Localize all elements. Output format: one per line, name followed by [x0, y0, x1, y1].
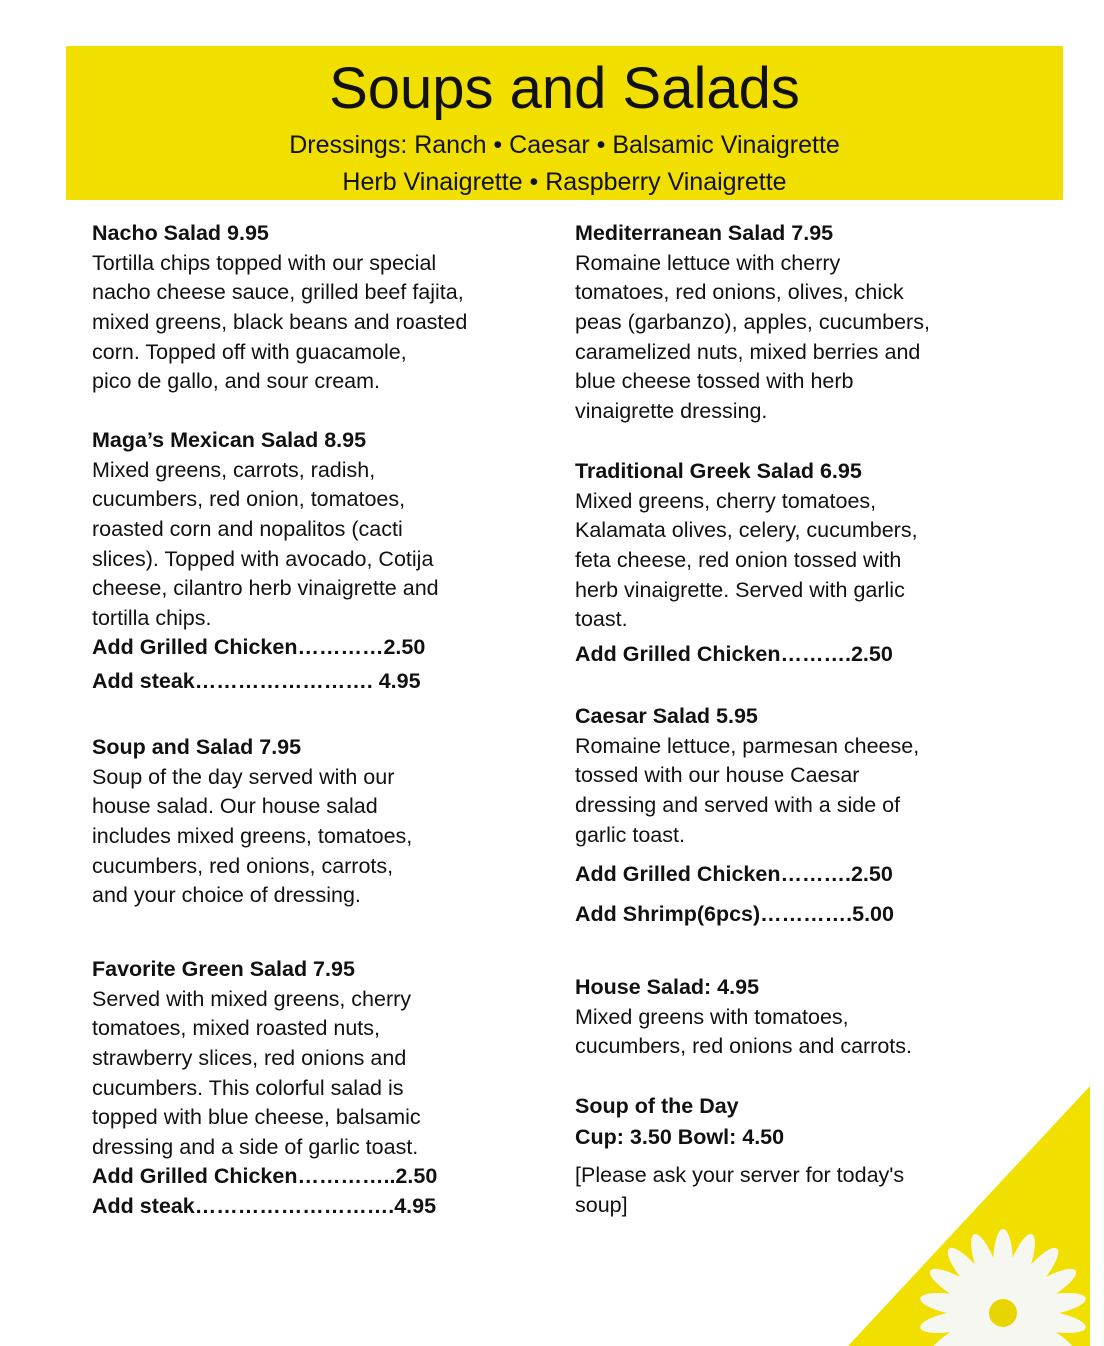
item-heading: House Salad: 4.95	[575, 975, 760, 999]
add-on-price: Add Grilled Chicken…………..2.50	[92, 1164, 438, 1188]
menu-item	[92, 219, 467, 397]
item-description-line: roasted corn and nopalitos (cacti	[92, 517, 403, 542]
item-description-line: tortilla chips.	[92, 606, 212, 631]
item-description-line: topped with blue cheese, balsamic	[92, 1105, 421, 1130]
item-description-line: Mixed greens with tomatoes,	[575, 1004, 849, 1029]
item-heading: Nacho Salad 9.95	[92, 221, 269, 245]
item-description-line: herb vinaigrette. Served with garlic	[575, 577, 905, 602]
item-heading: Traditional Greek Salad 6.95	[575, 459, 862, 483]
menu-item	[575, 973, 912, 1062]
item-description-line: caramelized nuts, mixed berries and	[575, 339, 921, 364]
item-description-line: garlic toast.	[575, 822, 685, 847]
item-description-line: strawberry slices, red onions and	[92, 1046, 407, 1071]
menu-item	[575, 457, 918, 635]
add-on-price: Add steak……………………. 4.95	[92, 669, 421, 693]
add-on-price: Add Grilled Chicken……….2.50	[575, 862, 893, 886]
note-line: [Please ask your server for today's	[575, 1163, 905, 1187]
item-description-line: tomatoes, red onions, olives, chick	[575, 280, 904, 305]
item-heading: Caesar Salad 5.95	[575, 704, 758, 728]
item-description-line: Mixed greens, cherry tomatoes,	[575, 488, 877, 513]
item-description-line: tossed with our house Caesar	[575, 763, 860, 788]
item-description-line: toast.	[575, 607, 628, 632]
menu-item	[575, 1092, 739, 1122]
item-description-line: mixed greens, black beans and roasted	[92, 310, 468, 335]
item-heading: Favorite Green Salad 7.95	[92, 957, 355, 981]
item-heading: Soup of the Day	[575, 1094, 739, 1118]
item-description-line: includes mixed greens, tomatoes,	[92, 824, 413, 849]
item-description-line: Soup of the day served with our	[92, 764, 395, 789]
item-description-line: Tortilla chips topped with our special	[92, 250, 437, 275]
item-description-line: vinaigrette dressing.	[575, 399, 768, 424]
add-on-price: Add steak……………………….4.95	[92, 1194, 437, 1218]
page-title: Soups and Salads	[329, 56, 800, 121]
item-description-line: Romaine lettuce with cherry	[575, 250, 841, 275]
add-on-price: Add Grilled Chicken……….2.50	[575, 642, 893, 666]
item-description-line: cucumbers. This colorful salad is	[92, 1075, 404, 1100]
menu-item	[575, 702, 919, 850]
add-on-price: Cup: 3.50 Bowl: 4.50	[575, 1125, 785, 1149]
menu-item	[92, 733, 412, 911]
item-description-line: pico de gallo, and sour cream.	[92, 369, 381, 394]
item-description-line: feta cheese, red onion tossed with	[575, 548, 902, 573]
add-on-price: Add Grilled Chicken…………2.50	[92, 635, 426, 659]
note-line: soup]	[575, 1192, 628, 1217]
item-description-line: house salad. Our house salad	[92, 794, 378, 819]
item-description-line: tomatoes, mixed roasted nuts,	[92, 1016, 381, 1041]
item-description-line: and your choice of dressing.	[92, 883, 361, 908]
item-heading: Mediterranean Salad 7.95	[575, 221, 834, 245]
item-description-line: cucumbers, red onions, carrots,	[92, 853, 394, 878]
dressings-line-1: Dressings: Ranch • Caesar • Balsamic Vinaigrette	[289, 131, 840, 159]
item-description-line: nacho cheese sauce, grilled beef fajita,	[92, 280, 464, 305]
item-description-line: Served with mixed greens, cherry	[92, 986, 412, 1011]
item-description-line: Romaine lettuce, parmesan cheese,	[575, 733, 920, 758]
item-description-line: dressing and served with a side of	[575, 793, 901, 818]
menu-item	[92, 426, 439, 634]
item-description-line: dressing and a side of garlic toast.	[92, 1135, 419, 1160]
item-description-line: corn. Topped off with guacamole,	[92, 339, 407, 364]
soup-note	[575, 1161, 904, 1220]
menu-item	[575, 219, 930, 427]
item-description-line: Kalamata olives, celery, cucumbers,	[575, 518, 918, 543]
item-heading: Maga’s Mexican Salad 8.95	[92, 428, 367, 452]
item-description-line: peas (garbanzo), apples, cucumbers,	[575, 310, 930, 335]
add-on-price: Add Shrimp(6pcs)………….5.00	[575, 902, 894, 926]
dressings-line-2: Herb Vinaigrette • Raspberry Vinaigrette	[342, 168, 787, 196]
menu-item	[92, 955, 421, 1163]
item-description-line: cucumbers, red onion, tomatoes,	[92, 487, 406, 512]
item-description-line: slices). Topped with avocado, Cotija	[92, 546, 434, 571]
item-description-line: cheese, cilantro herb vinaigrette and	[92, 576, 439, 601]
item-heading: Soup and Salad 7.95	[92, 735, 302, 759]
item-description-line: cucumbers, red onions and carrots.	[575, 1034, 912, 1059]
item-description-line: Mixed greens, carrots, radish,	[92, 457, 376, 482]
item-description-line: blue cheese tossed with herb	[575, 369, 854, 394]
